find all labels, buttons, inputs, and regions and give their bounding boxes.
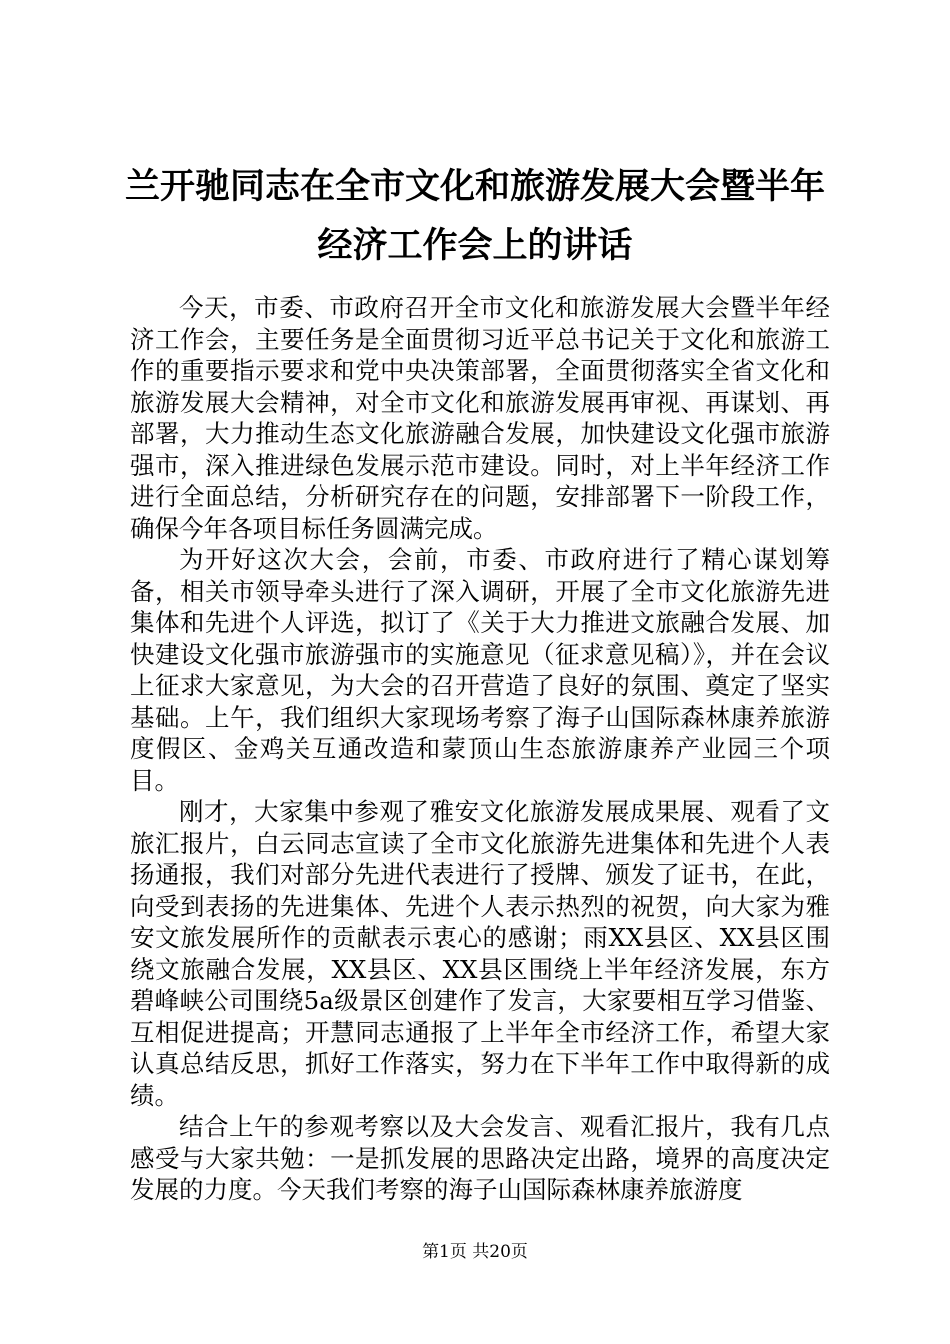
paragraph-1: 今天，市委、市政府召开全市文化和旅游发展大会暨半年经济工作会，主要任务是全面贯彻习近平总书记关于文化和旅游工作的重要指示要求和党中央决策部署，全面贯彻落实全省文化和旅游发展大会精神，对全市文化和旅游发展再审视、再谋划、再部署，大力推动生态文化旅游融合发展，加快建设文化强市旅游强市，深入推进绿色发展示范市建设。同时，对上半年经济工作进行全面总结，分析研究存在的问题，安排部署下一阶段工作，确保今年各项目标任务圆满完成。 (130, 293, 830, 543)
document-title-line-1: 兰开驰同志在全市文化和旅游发展大会暨半年 (124, 166, 825, 207)
paragraph-4: 结合上午的参观考察以及大会发言、观看汇报片，我有几点感受与大家共勉：一是抓发展的思路决定出路，境界的高度决定发展的力度。今天我们考察的海子山国际森林康养旅游度 (130, 1112, 830, 1204)
paragraph-3: 刚才，大家集中参观了雅安文化旅游发展成果展、观看了文旅汇报片，白云同志宣读了全市文化旅游先进集体和先进个人表扬通报，我们对部分先进代表进行了授牌、颁发了证书，在此，向受到表扬的先进集体、先进个人表示热烈的祝贺，向大家为雅安文旅发展所作的贡献表示衷心的感谢；雨XX县区、XX县区围绕文旅融合发展，XX县区、XX县区围绕上半年经济发展，东方碧峰峡公司围绕5a级景区创建作了发言，大家要相互学习借鉴、互相促进提高；开慧同志通报了上半年全市经济工作，希望大家认真总结反思，抓好工作落实，努力在下半年工作中取得新的成绩。 (130, 797, 830, 1110)
document-title-line-2: 经济工作会上的讲话 (317, 225, 633, 266)
page-number-footer: 第1页 共20页 (422, 1242, 528, 1262)
document-body (130, 292, 830, 1206)
paragraph-2: 为开好这次大会，会前，市委、市政府进行了精心谋划筹备，相关市领导牵头进行了深入调研，开展了全市文化旅游先进集体和先进个人评选，拟订了《关于大力推进文旅融合发展、加快建设文化强市旅游强市的实施意见（征求意见稿）》，并在会议上征求大家意见，为大会的召开营造了良好的氛围、奠定了坚实基础。上午，我们组织大家现场考察了海子山国际森林康养旅游度假区、金鸡关互通改造和蒙顶山生态旅游康养产业园三个项目。 (130, 545, 830, 795)
